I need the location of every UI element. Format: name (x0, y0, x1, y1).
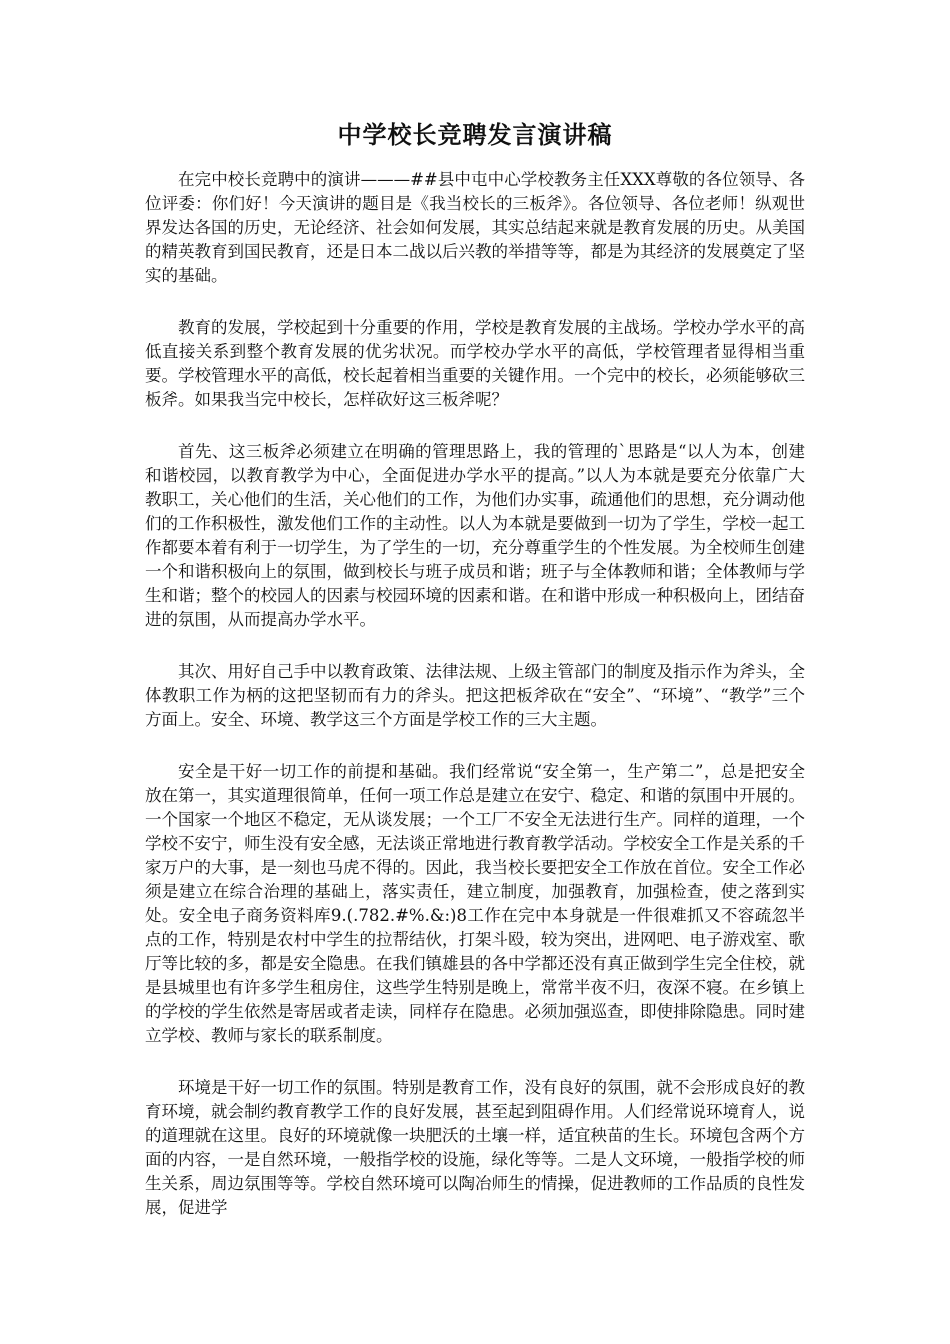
document-title: 中学校长竞聘发言演讲稿 (337, 121, 613, 149)
paragraph-environment: 环境是干好一切工作的氛围。特别是教育工作，没有良好的氛围，就不会形成良好的教育环境，就会制约教育教学工作的良好发展，甚至起到阻碍作用。人们经常说环境育人，说的道理就在这里。良好的环境就像一块肥沃的土壤一样，适宜秧苗的生长。环境包含两个方面的内容，一是自然环境，一般指学校的设施，绿化等等。二是人文环境，一般指学校的师生关系，周边氛围等等。学校自然环境可以陶冶师生的情操，促进教师的工作品质的良性发展，促进学 (145, 1078, 805, 1217)
paragraph-three-axes: 其次、用好自己手中以教育政策、法律法规、上级主管部门的制度及指示作为斧头，全体教职工作为柄的这把坚韧而有力的斧头。把这把板斧砍在“安全”、“环境”、“教学”三个方面上。安全、环境、教学这三个方面是学校工作的三大主题。 (145, 662, 805, 729)
paragraph-school-role: 教育的发展，学校起到十分重要的作用，学校是教育发展的主战场。学校办学水平的高低直接关系到整个教育发展的优劣状况。而学校办学水平的高低，学校管理者显得相当重要。学校管理水平的高低，校长起着相当重要的关键作用。一个完中的校长，必须能够砍三板斧。如果我当完中校长，怎样砍好这三板斧呢？ (145, 318, 805, 409)
document-body (145, 168, 805, 1248)
paragraph-safety: 安全是干好一切工作的前提和基础。我们经常说“安全第一，生产第二”，总是把安全放在第一，其实道理很简单，任何一项工作总是建立在安宁、稳定、和谐的氛围中开展的。一个国家一个地区不稳定，无从谈发展；一个工厂不安全无法进行生产。同样的道理，一个学校不安宁，师生没有安全感，无法谈正常地进行教育教学活动。学校安全工作是关系的千家万户的大事，是一刻也马虎不得的。因此，我当校长要把安全工作放在首位。安全工作必须是建立在综合治理的基础上，落实责任，建立制度，加强教育，加强检查，使之落到实处。安全电子商务资料库9.(.782.#%.&:)8工作在完中本身就是一件很难抓又不容疏忽半点的工作，特别是农村中学生的拉帮结伙，打架斗殴，较为突出，进网吧、电子游戏室、歌厅等比较的多，都是安全隐患。在我们镇雄县的各中学都还没有真正做到学生完全住校，就是县城里也有许多学生租房住，这些学生特别是晚上，常常半夜不归，夜深不寝。在乡镇上的学校的学生依然是寄居或者走读，同样存在隐患。必须加强巡查，即使排除隐患。同时建立学校、教师与家长的联系制度。 (145, 762, 805, 1045)
paragraph-management-approach: 首先、这三板斧必须建立在明确的管理思路上，我的管理的`思路是“以人为本，创建和谐校园，以教育教学为中心，全面促进办学水平的提高。”以人为本就是要充分依靠广大教职工，关心他们的生活，关心他们的工作，为他们办实事，疏通他们的思想，充分调动他们的工作积极性，激发他们工作的主动性。以人为本就是要做到一切为了学生，学校一起工作都要本着有利于一切学生，为了学生的一切，充分尊重学生的个性发展。为全校师生创建一个和谐积极向上的氛围，做到校长与班子成员和谐；班子与全体教师和谐；全体教师与学生和谐；整个的校园人的因素与校园环境的因素和谐。在和谐中形成一种积极向上，团结奋进的氛围，从而提高办学水平。 (145, 442, 805, 629)
paragraph-intro: 在完中校长竞聘中的演讲———##县中屯中心学校教务主任XXX尊敬的各位领导、各位评委：你们好！今天演讲的题目是《我当校长的三板斧》。各位领导、各位老师！纵观世界发达各国的历史，无论经济、社会如何发展，其实总结起来就是教育发展的历史。从美国的精英教育到国民教育，还是日本二战以后兴教的举措等等，都是为其经济的发展奠定了坚实的基础。 (145, 170, 805, 285)
